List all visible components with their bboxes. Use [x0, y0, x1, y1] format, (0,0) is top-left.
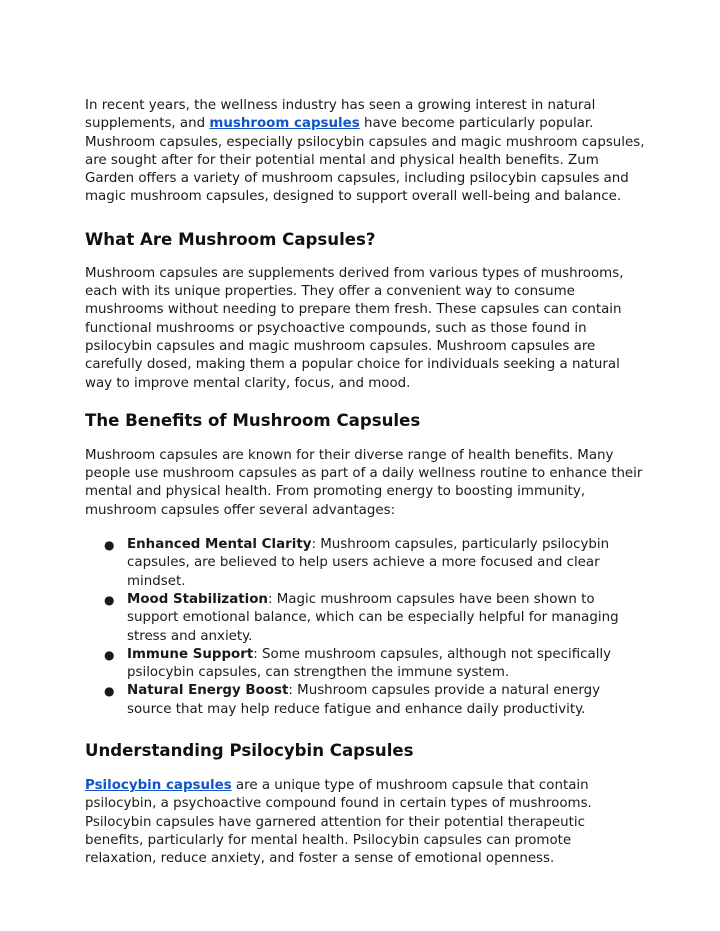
- bullet-icon: ●: [104, 647, 115, 662]
- list-item: [85, 536, 645, 591]
- list-item-term: Mood Stabilization: [127, 591, 268, 607]
- bullet-icon: ●: [104, 684, 115, 699]
- bullet-icon: ●: [104, 538, 115, 553]
- list-item-term: Immune Support: [127, 646, 254, 662]
- list-item: [85, 682, 645, 719]
- list-item-text: : Some mushroom capsules, although not specifically psilocybin capsules, can strengthen the immune system.: [127, 646, 612, 681]
- intro-text-start: In recent years, the wellness industry has seen a growing interest in natural supplements, and: [85, 98, 596, 132]
- list-item: [85, 591, 645, 646]
- list-item-text: : Mushroom capsules, particularly psilocybin capsules, are believed to help users achieve a more focused and clear mindset.: [127, 537, 610, 589]
- list-item: [85, 646, 645, 683]
- bullet-icon: ●: [104, 592, 115, 607]
- intro-text-end: have become particularly popular. Mushroom capsules, especially psilocybin capsules and magic mushroom capsules, are sought after for their potential mental and physical health benefits. Zum Garden offers a variety of mushroom capsules, including psilocybin capsules and magic mushroom capsules, designed to support overall well-being and balance.: [85, 116, 645, 205]
- section-what-are-paragraph: Mushroom capsules are supplements derived from various types of mushrooms, each with its unique properties. They offer a convenient way to consume mushrooms without needing to prepare them fresh. These capsules can contain functional mushrooms or psychoactive compounds, such as those found in psilocybin capsules and magic mushroom capsules. Mushroom capsules are carefully dosed, making them a popular choice for individuals seeking a natural way to improve mental clarity, focus, and mood.: [85, 265, 624, 391]
- section-heading-benefits: The Benefits of Mushroom Capsules: [85, 410, 421, 430]
- section-heading-psilocybin: Understanding Psilocybin Capsules: [85, 741, 414, 761]
- section-benefits-paragraph: Mushroom capsules are known for their diverse range of health benefits. Many people use mushroom capsules as part of a daily wellness routine to enhance their mental and physical health. From promoting energy to boosting immunity, mushroom capsules offer several advantages:: [85, 447, 643, 518]
- intro-paragraph: [85, 97, 645, 207]
- section-psilocybin-paragraph: [85, 777, 645, 868]
- mushroom-capsules-link[interactable]: mushroom capsules: [209, 116, 360, 132]
- document-page: [85, 97, 645, 869]
- section-heading-what-are: What Are Mushroom Capsules?: [85, 229, 376, 249]
- list-item-text: : Mushroom capsules provide a natural energy source that may help reduce fatigue and enhance daily productivity.: [127, 683, 601, 717]
- list-item-term: Natural Energy Boost: [127, 683, 289, 699]
- benefits-list: [85, 536, 645, 719]
- list-item-text: : Magic mushroom capsules have been shown to support emotional balance, which can be especially helpful for managing stress and anxiety.: [127, 591, 619, 644]
- psilocybin-text: are a unique type of mushroom capsule that contain psilocybin, a psychoactive compound found in certain types of mushrooms. Psilocybin capsules have garnered attention for their potential therapeutic benefits, particularly for mental health. Psilocybin capsules can promote relaxation, reduce anxiety, and foster a sense of emotional openness.: [85, 778, 592, 867]
- psilocybin-capsules-link[interactable]: Psilocybin capsules: [85, 778, 232, 794]
- list-item-term: Enhanced Mental Clarity: [127, 537, 312, 553]
